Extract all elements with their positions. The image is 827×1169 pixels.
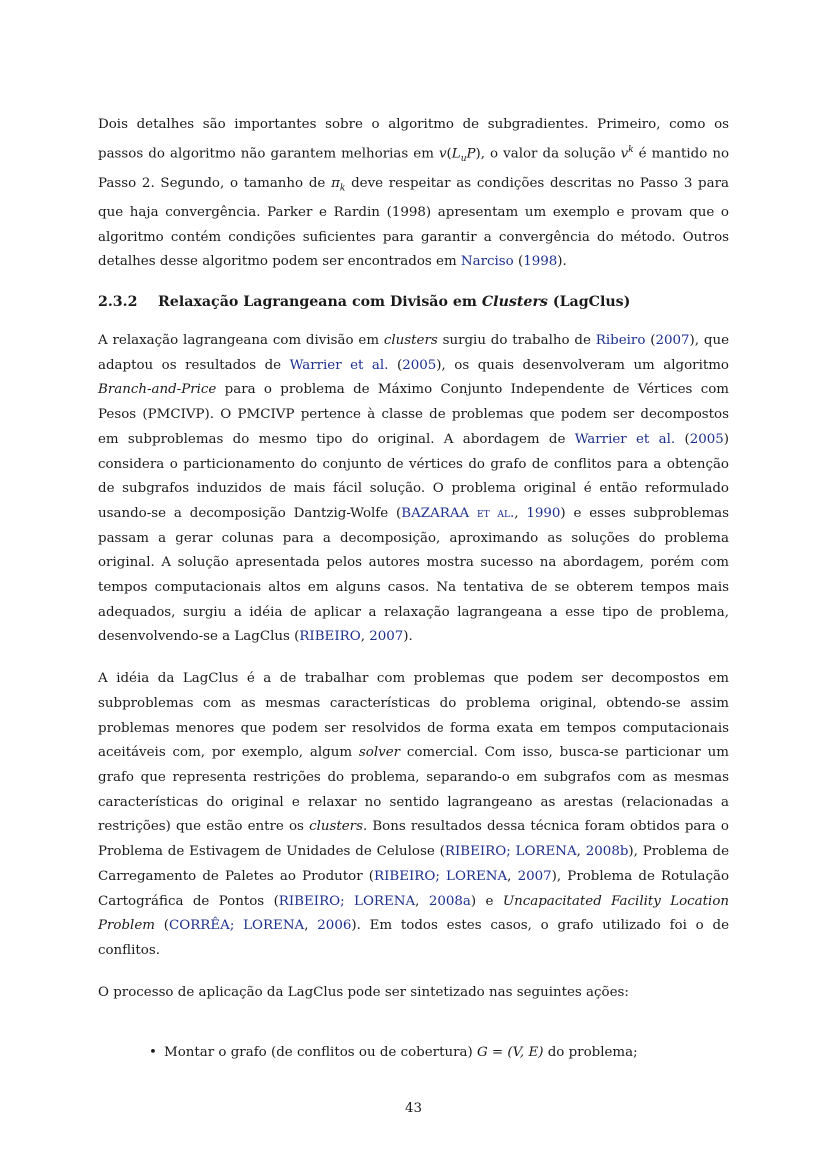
citation-link-bazaraa[interactable]: BAZARAA et al.: [401, 505, 515, 521]
paragraph-process-intro: O processo de aplicação da LagClus pode ser sintetizado nas seguintes ações:: [98, 984, 629, 1000]
citation-link-ribeiro[interactable]: RIBEIRO: [374, 868, 436, 884]
citation-link-warrier[interactable]: Warrier et al.: [289, 357, 389, 373]
text-run: ), os quais desenvolveram um algoritmo: [436, 357, 729, 373]
text-run: ), Problema de Rotulação Cartográfica de Pontos (: [98, 868, 730, 909]
citation-year-link[interactable]: 2008a: [428, 893, 471, 909]
section-heading: [98, 290, 729, 314]
text-run: ) e: [470, 893, 503, 909]
citation-year-link[interactable]: 2006: [317, 918, 352, 934]
math-graph: G = (V, E): [476, 1045, 544, 1060]
citation-link-ribeiro[interactable]: RIBEIRO: [444, 844, 507, 860]
citation-year-link[interactable]: 1990: [526, 505, 561, 521]
citation-link-lorena[interactable]: LORENA: [515, 844, 577, 860]
text-run: comercial. Com isso, busca-se particionar um grafo que representa restrições do problema, separando-o em subgrafos com as mesmas características do original e relaxar no sentido lagrangeano as arestas (relacionadas a restrições) que estão entre os: [98, 745, 729, 835]
paragraph-lagclus-origin: [98, 329, 729, 650]
text-run: ) considera o particionamento do conjunto de vértices do grafo de conflitos para a obtenção de subgrafos induzidos de mais fácil solução. O problema original é então reformulado usando-se a decomposição Dantzig-Wolfe (: [98, 431, 729, 521]
text-run: ). Em todos estes casos, o grafo utilizado foi o de conflitos.: [98, 918, 730, 958]
text-run: Montar o grafo (de conflitos ou de cobertura): [164, 1045, 477, 1060]
citation-separator: ;: [435, 868, 447, 884]
text-run: (: [645, 333, 656, 349]
text-run: deve respeitar as condições descritas no Passo 3 para que haja convergência. Parker e Rardin (1998) apresentam um exemplo e provam que o algoritmo contém condições suficientes para garantir a convergência do método. Outros detalhes desse algoritmo podem ser encontrados em: [98, 175, 730, 270]
citation-link-ribeiro[interactable]: RIBEIRO: [299, 629, 361, 645]
text-run: (: [675, 431, 690, 447]
text-run: , o valor da solução: [480, 146, 621, 162]
math-vk: v: [620, 146, 629, 162]
text-run: ,: [415, 893, 429, 909]
page-body: [98, 113, 729, 1005]
text-run: surgiu do trabalho de: [437, 333, 596, 349]
citation-link-correa[interactable]: CORRÊA: [168, 918, 230, 934]
text-run: é mantido no Passo 2. Segundo, o tamanho de: [98, 146, 730, 191]
heading-text: (LagClus): [547, 294, 631, 311]
italic-term: Uncapacitated Facility Location Problem: [98, 893, 729, 934]
bullet-icon: •: [149, 1045, 157, 1060]
citation-year-link[interactable]: 2005: [689, 431, 724, 447]
text-run: ,: [360, 629, 370, 645]
text-run: ) e esses subproblemas passam a gerar colunas para a decomposição, aproximando as soluções do problema original. A solução apresentada pelos autores mostra sucesso na abordagem, porém com tempos computacionais altos em alguns casos. Na tentativa de se obterem tempos mais adequados, surgiu a idéia de aplicar a relaxação lagrangeana a esse tipo de problema, desenvolvendo-se a LagClus (: [98, 505, 729, 645]
citation-link-ribeiro[interactable]: Ribeiro: [595, 333, 646, 349]
citation-year-link[interactable]: 2005: [402, 357, 437, 373]
citation-separator: ;: [229, 918, 244, 934]
italic-term: Branch-and-Price: [98, 382, 217, 398]
text-run: ).: [557, 254, 567, 270]
actions-list: [146, 1043, 729, 1063]
list-item: [146, 1043, 729, 1063]
citation-year-link[interactable]: 2007: [517, 868, 552, 884]
citation-link-lorena[interactable]: LORENA: [243, 918, 305, 934]
italic-term: clusters: [383, 333, 438, 349]
paragraph-subgradient-details: Dois detalhes são importantes sobre o algoritmo de subgradientes. Primeiro, como os passos do algoritmo não garantem melhorias em $v(L_uP)$, o valor da solução $v^k$ é mantido no Passo 2. Segundo, o tamanho de $\pi_k$ deve respeitar as condições descritas no Passo 3 para que haja convergência. Parker e Rardin (1998) apresentam um exemplo e provam que o algoritmo contém condições suficientes para garantir a convergência do método. Outros detalhes desse algoritmo podem ser encontrados em Narciso (1998).: [98, 117, 730, 270]
italic-term: clusters: [309, 819, 363, 835]
math-pik: π: [331, 175, 340, 191]
math-l: L: [451, 146, 461, 162]
text-run: (: [154, 918, 169, 934]
text-run: ,: [304, 918, 318, 934]
text-run: ,: [514, 505, 527, 521]
citation-separator: ;: [506, 844, 516, 860]
citation-link-lorena[interactable]: LORENA: [354, 893, 416, 909]
citation-year-link[interactable]: 2008b: [585, 844, 629, 860]
citation-year-link[interactable]: 1998: [523, 254, 558, 270]
heading-text: Relaxação Lagrangeana com Divisão em: [158, 294, 482, 311]
text-run: ), Problema de Carregamento de Paletes ao Produtor (: [98, 844, 729, 884]
text-run: . Bons resultados dessa técnica foram obtidos para o Problema de Estivagem de Unidades de Celulose (: [98, 819, 729, 860]
section-number: 2.3.2: [98, 294, 138, 311]
text-run: A idéia da LagClus é a de trabalhar com problemas que podem ser decompostos em subproblemas com as mesmas características do problema original, obtendo-se assim problemas menores que podem ser resolvidos de forma exata em tempos computacionais aceitáveis com, por exemplo, algum: [98, 671, 729, 761]
citation-link-lorena[interactable]: LORENA: [446, 868, 508, 884]
text-run: ), que adaptou os resultados de: [98, 333, 729, 373]
page-number: 43: [404, 1101, 423, 1116]
citation-link-narciso[interactable]: Narciso: [460, 254, 514, 270]
citation-link-ribeiro[interactable]: RIBEIRO: [278, 893, 341, 909]
citation-separator: ;: [340, 893, 355, 909]
paragraph-lagclus-idea: [98, 667, 729, 963]
text-run: para o problema de Máximo Conjunto Independente de Vértices com Pesos (PMCIVP). O PMCIVP pertence à classe de problemas que podem ser decompostos em subproblemas do mesmo tipo do original. A abordagem de: [98, 382, 729, 447]
citation-year-link[interactable]: 2007: [655, 333, 690, 349]
text-run: ,: [576, 844, 586, 860]
text-run: Dois detalhes são importantes sobre o algoritmo de subgradientes. Primeiro, como os passos do algoritmo não garantem melhorias em: [98, 117, 729, 162]
italic-term: solver: [358, 745, 401, 761]
citation-year-link[interactable]: 2007: [369, 629, 404, 645]
text-run: (: [388, 357, 403, 373]
citation-link-warrier[interactable]: Warrier et al.: [574, 431, 676, 447]
math-v-lup: v: [438, 146, 447, 162]
text-run: ,: [507, 868, 518, 884]
math-p: P: [466, 146, 476, 162]
heading-italic: Clusters: [481, 294, 548, 311]
text-run: ).: [403, 629, 413, 645]
text-run: (: [513, 254, 524, 270]
text-run: A relaxação lagrangeana com divisão em: [98, 333, 384, 349]
text-run: do problema;: [543, 1045, 638, 1060]
